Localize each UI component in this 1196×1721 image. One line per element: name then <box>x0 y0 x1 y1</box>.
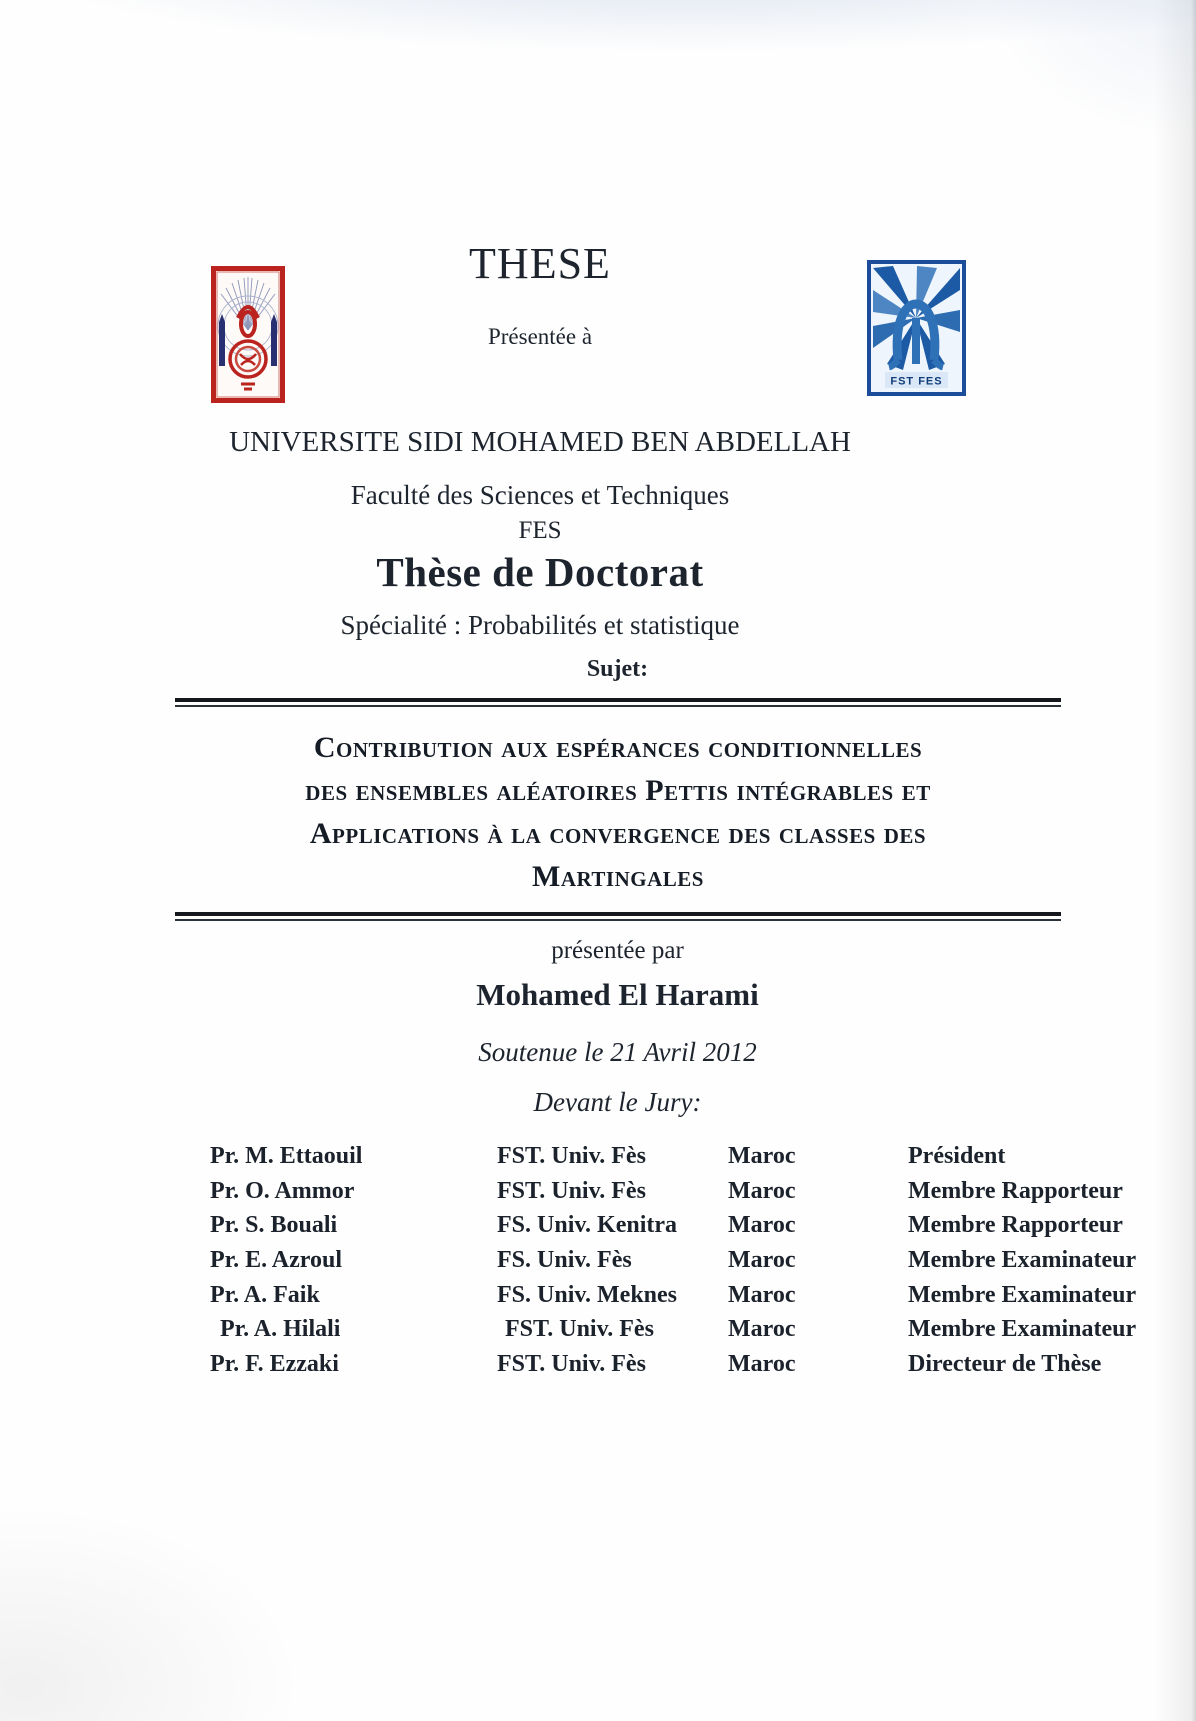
thesis-title-line: Applications à la convergence des classes des <box>309 817 927 850</box>
fst-fes-caption: FST FES <box>890 375 943 388</box>
jury-affiliation: FST. Univ. Fès <box>497 1177 646 1204</box>
presented-at-label: Présentée à <box>487 324 593 349</box>
separator-rule-top <box>175 698 1061 707</box>
jury-role: Directeur de Thèse <box>908 1351 1102 1378</box>
jury-country: Maroc <box>728 1247 796 1274</box>
jury-name: Pr. F. Ezzaki <box>210 1351 339 1378</box>
jury-country: Maroc <box>728 1281 796 1308</box>
jury-name: Pr. O. Ammor <box>210 1177 355 1204</box>
jury-name: Pr. M. Ettaouil <box>210 1143 363 1169</box>
jury-country: Maroc <box>728 1351 796 1378</box>
jury-role: Membre Examinateur <box>908 1316 1137 1343</box>
jury-name: Pr. A. Hilali <box>220 1316 341 1343</box>
jury-table <box>210 1143 1140 1386</box>
thesis-title-line: Contribution aux espérances conditionnelles <box>313 731 923 764</box>
jury-name: Pr. E. Azroul <box>210 1247 343 1274</box>
author-name: Mohamed El Harami <box>476 977 759 1012</box>
jury-affiliation: FST. Univ. Fès <box>497 1143 646 1169</box>
jury-affiliation: FST. Univ. Fès <box>497 1351 646 1378</box>
jury-country: Maroc <box>728 1177 796 1204</box>
jury-affiliation: FS. Univ. Kenitra <box>497 1212 678 1239</box>
defense-date: Soutenue le 21 Avril 2012 <box>478 1037 757 1067</box>
subject-label: Sujet: <box>586 656 649 682</box>
jury-heading: Devant le Jury: <box>533 1087 702 1117</box>
scan-edge-shadow <box>1191 0 1196 1721</box>
page-title: THESE <box>469 239 611 288</box>
jury-affiliation: FS. Univ. Meknes <box>497 1281 678 1308</box>
jury-country: Maroc <box>728 1212 796 1239</box>
jury-country: Maroc <box>728 1316 796 1343</box>
presented-by-label: présentée par <box>551 937 684 964</box>
city-name: FES <box>518 517 562 544</box>
jury-role: Membre Examinateur <box>908 1247 1137 1274</box>
jury-name: Pr. A. Faik <box>210 1281 320 1308</box>
thesis-title <box>186 726 1050 898</box>
specialty-line: Spécialité : Probabilités et statistique <box>340 610 740 640</box>
thesis-title-line: des ensembles aléatoires Pettis intégrables et <box>305 774 931 807</box>
jury-affiliation: FST. Univ. Fès <box>505 1316 654 1343</box>
degree-title: Thèse de Doctorat <box>376 549 704 595</box>
university-name: UNIVERSITE SIDI MOHAMED BEN ABDELLAH <box>229 426 851 458</box>
separator-rule-bottom <box>175 912 1061 921</box>
jury-role: Président <box>908 1143 1006 1169</box>
faculty-name: Faculté des Sciences et Techniques <box>350 480 730 510</box>
jury-role: Membre Examinateur <box>908 1281 1137 1308</box>
jury-name: Pr. S. Bouali <box>210 1212 338 1239</box>
jury-country: Maroc <box>728 1143 796 1169</box>
jury-role: Membre Rapporteur <box>908 1212 1123 1239</box>
thesis-title-line: Martingales <box>532 860 704 893</box>
jury-affiliation: FS. Univ. Fès <box>497 1247 632 1274</box>
jury-role: Membre Rapporteur <box>908 1177 1123 1204</box>
